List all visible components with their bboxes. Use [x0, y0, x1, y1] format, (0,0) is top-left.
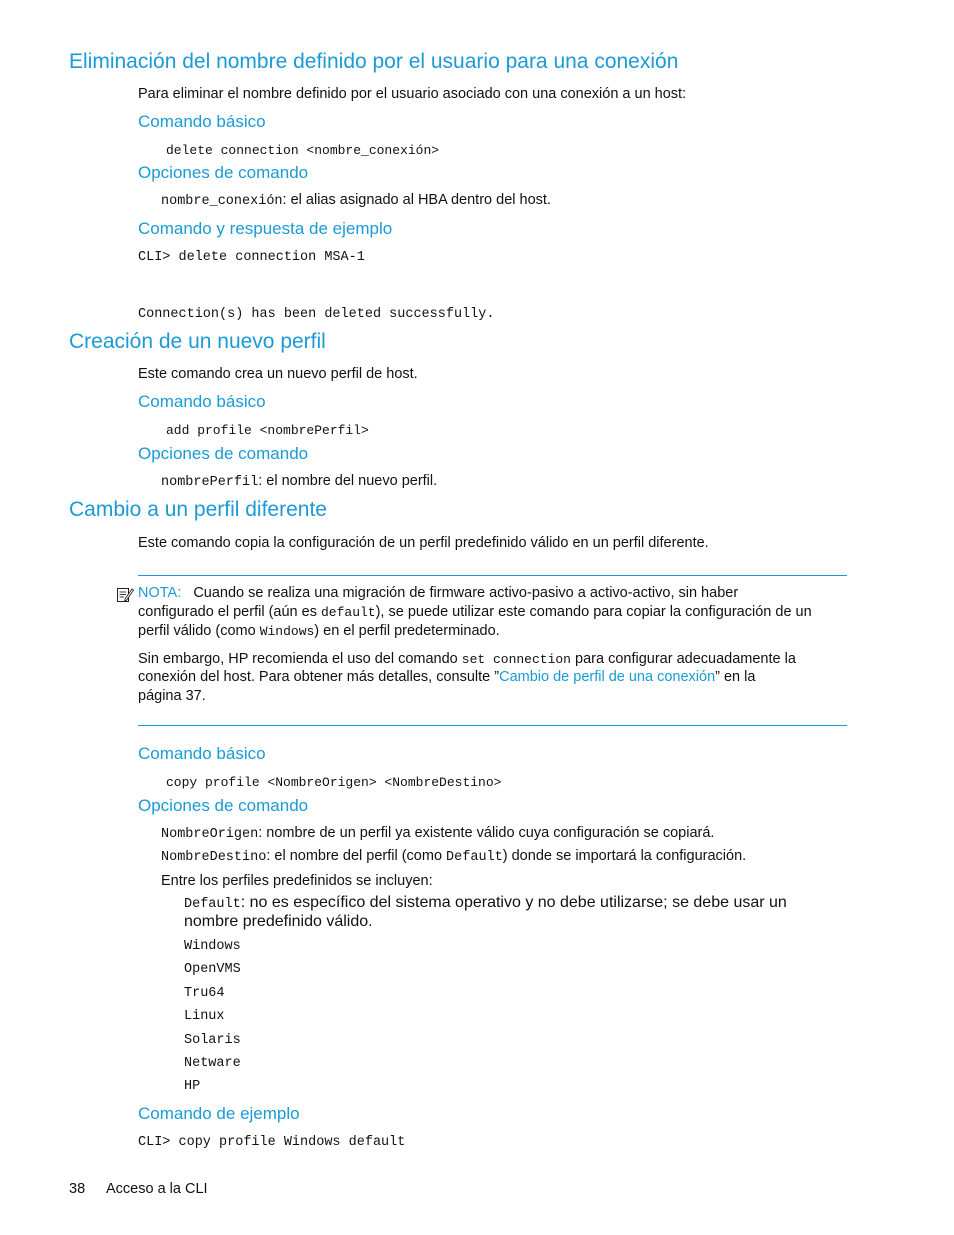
option-inline-code: Default: [446, 850, 503, 865]
example-response-line: Connection(s) has been deleted successfully.: [138, 307, 495, 322]
option-row: [161, 848, 746, 865]
example-command-line: CLI> copy profile Windows default: [138, 1135, 406, 1150]
note-label: NOTA:: [138, 585, 182, 601]
option-row: [161, 192, 551, 209]
profile-list-item: Netware: [184, 1056, 241, 1071]
subheading-example: Comando de ejemplo: [138, 1104, 300, 1123]
note-text: para configurar adecuadamente la: [570, 651, 796, 667]
profile-list-item: Tru64: [184, 986, 225, 1001]
subheading-basic-command: Comando básico: [138, 392, 266, 411]
section-intro: Para eliminar el nombre definido por el usuario asociado con una conexión a un host:: [138, 86, 687, 102]
option-desc: : el alias asignado al HBA dentro del host.: [282, 192, 551, 208]
code-basic-command: add profile <nombrePerfil>: [166, 423, 369, 438]
note-pencil-icon: [116, 586, 134, 608]
subheading-command-options: Opciones de comando: [138, 796, 309, 815]
section-title-new-profile: Creación de un nuevo perfil: [69, 330, 326, 353]
default-profile-row: [184, 894, 787, 912]
note-text: Cuando se realiza una migración de firmware activo-pasivo a activo-activo, sin haber: [193, 585, 739, 601]
subheading-command-options: Opciones de comando: [138, 163, 309, 182]
note-text: perfil válido (como: [138, 623, 260, 639]
option-desc: : el nombre del perfil (como: [266, 848, 447, 864]
option-row: [161, 473, 437, 490]
profile-desc: : no es específico del sistema operativo y no debe utilizarse; se debe usar un: [240, 894, 787, 911]
note-line-5: [138, 669, 755, 685]
note-line-4: [138, 651, 796, 667]
section-title-change-profile: Cambio a un perfil diferente: [69, 498, 327, 521]
predefined-intro: Entre los perfiles predefinidos se incluyen:: [161, 873, 433, 889]
profile-list-item: Solaris: [184, 1033, 241, 1048]
subheading-example: Comando y respuesta de ejemplo: [138, 219, 393, 238]
note-text: ), se puede utilizar este comando para copiar la configuración de un: [375, 604, 812, 620]
profile-list-item: Windows: [184, 939, 241, 954]
note-text: ) en el perfil predeterminado.: [314, 623, 500, 639]
subheading-basic-command: Comando básico: [138, 112, 266, 131]
profile-list-item: OpenVMS: [184, 962, 241, 977]
subheading-basic-command: Comando básico: [138, 744, 266, 763]
note-bottom-rule: [138, 725, 847, 726]
note-text: configurado el perfil (aún es: [138, 604, 321, 620]
option-desc: ) donde se importará la configuración.: [502, 848, 747, 864]
option-desc: : el nombre del nuevo perfil.: [258, 473, 438, 489]
option-name: nombre_conexión: [161, 194, 283, 209]
default-profile-desc-cont: nombre predefinido válido.: [184, 913, 373, 930]
option-name: NombreDestino: [161, 850, 267, 865]
note-line-1: [138, 585, 738, 601]
code-basic-command: delete connection <nombre_conexión>: [166, 143, 440, 158]
section-intro: Este comando copia la configuración de un perfil predefinido válido en un perfil diferente.: [138, 535, 709, 551]
option-name: NombreOrigen: [161, 827, 259, 842]
profile-list-item: HP: [184, 1079, 201, 1094]
profile-list-item: Linux: [184, 1009, 225, 1024]
code-basic-command: copy profile <NombreOrigen> <NombreDestino>: [166, 775, 502, 790]
note-line-6: página 37.: [138, 688, 206, 704]
example-command-line: CLI> delete connection MSA-1: [138, 250, 365, 265]
subheading-command-options: Opciones de comando: [138, 444, 309, 463]
note-line-2: [138, 604, 812, 620]
note-text: ” en la: [715, 669, 756, 685]
section-title-delete-connection: Eliminación del nombre definido por el usuario para una conexión: [69, 50, 679, 73]
option-name: nombrePerfil: [161, 475, 259, 490]
option-row: [161, 825, 714, 842]
cross-reference-link[interactable]: Cambio de perfil de una conexión: [499, 669, 716, 685]
note-inline-code: default: [320, 605, 376, 620]
note-inline-code: Windows: [259, 624, 315, 639]
footer-section-name: Acceso a la CLI: [106, 1181, 208, 1197]
option-desc: : nombre de un perfil ya existente válido cuya configuración se copiará.: [258, 825, 715, 841]
section-intro: Este comando crea un nuevo perfil de host.: [138, 366, 418, 382]
profile-name: Default: [184, 897, 241, 912]
footer-page-number: 38: [69, 1181, 86, 1197]
note-text: conexión del host. Para obtener más detalles, consulte ”: [138, 669, 500, 685]
note-text: Sin embargo, HP recomienda el uso del comando: [138, 651, 462, 667]
note-top-rule: [138, 575, 847, 576]
note-line-3: [138, 623, 500, 639]
note-inline-code: set connection: [461, 652, 571, 667]
